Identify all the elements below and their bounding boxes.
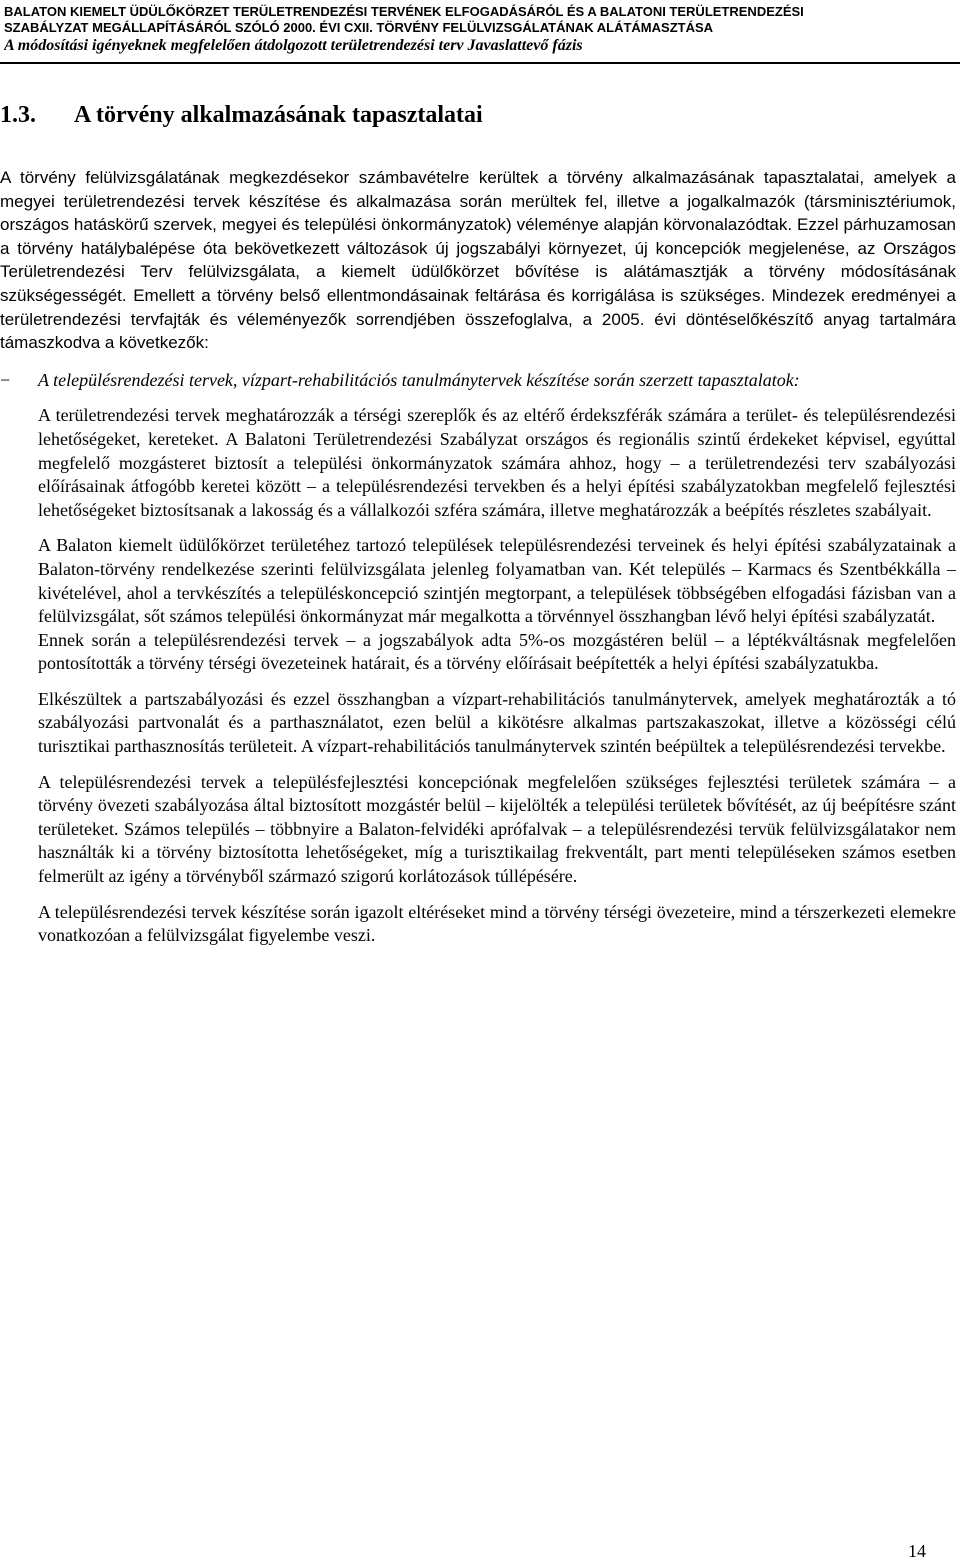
bullet-heading: A településrendezési tervek, vízpart-rehabilitációs tanulmánytervek készítése során szerzett tapasztalatok: [38,369,800,390]
header-title-line-1: BALATON KIEMELT ÜDÜLŐKÖRZET TERÜLETRENDEZÉSI TERVÉNEK ELFOGADÁSÁRÓL ÉS A BALATONI TERÜLETRENDEZÉSI [4,4,804,19]
section-heading [0,100,483,130]
section-title: A törvény alkalmazásának tapasztalatai [74,102,483,128]
header-subtitle: A módosítási igényeknek megfelelően átdolgozott területrendezési terv Javaslattevő fázis [4,37,583,54]
page-header [0,0,960,64]
page-number: 14 [908,1541,926,1561]
intro-paragraph: A törvény felülvizsgálatának megkezdésekor számbavételre kerültek a törvény alkalmazásának tapasztalatai, amelyek a megyei területrendezési tervek készítése és alkalmazása során merültek fel, illetve a jogalkalmazók (társminisztériumok, országos hatáskörű szervek, megyei és települési önkormányzatok) véleménye alapján körvonalazódtak. Ezzel párhuzamosan a törvény hatálybalépése óta bekövetkezett változások új jogszabályi környezet, új koncepciók megjelenése, az Országos Területrendezési Terv felülvizsgálata, a kiemelt üdülőkörzet bővítése is alátámasztják a törvény módosításának szükségességét. Emellett a törvény belső ellentmondásainak feltárása és korrigálása is szükséges. Mindezek eredményei a területrendezési tervfajták és véleményezők sorrendjében összefoglalva, a 2005. évi döntéselőkészítő anyag tartalmára támaszkodva a következők: [0,168,956,353]
bullet-item [0,369,956,393]
section-number: 1.3. [0,102,36,128]
header-title-line-2: SZABÁLYZAT MEGÁLLAPÍTÁSÁRÓL SZÓLÓ 2000. ÉVI CXII. TÖRVÉNY FELÜLVIZSGÁLATÁNAK ALÁTÁMASZTÁSA [4,20,714,35]
indented-paragraphs [0,404,956,947]
paragraph-3: Ennek során a településrendezési tervek – a jogszabályok adta 5%-os mozgástéren belül – a léptékváltásnak megfelelően pontosították a törvény térségi övezeteinek határait, és a törvény előírásait beépítették a helyi építési szabályzatukba. [38,629,956,674]
paragraph-1: A területrendezési tervek meghatározzák a térségi szereplők és az eltérő érdekszférák számára a terület- és településrendezési lehetőségeket, kereteket. A Balatoni Területrendezési Szabályzat országos és regionális szintű érdekeket képvisel, egyúttal megfelelő mozgásteret biztosít a települési önkormányzatok számára ahhoz, hogy – a területrendezési terv szabályozási előírásainak átfogóbb keretei között – a településrendezési tervekben és a helyi építési szabályzatokban megfelelő fejlesztési lehetőségeket biztosítsanak a lakosság és a vállalkozói szféra számára, illetve meghatározzák a beépítés részletes szabályait. [38,405,956,520]
paragraph-5: A településrendezési tervek a településfejlesztési koncepciónak megfelelően szükséges fejlesztési területek számára – a törvény övezeti szabályozása által biztosított mozgástér belül – kijelölték a települési területek bővítését, az új beépítésre szánt területeket. Számos település – többnyire a Balaton-felvidéki aprófalvak – a településrendezési tervük felülvizsgálatakor nem használták ki a törvény biztosította lehetőségeket, míg a turisztikailag frekventált, part menti településeken számos esetben felmerült az igény a törvényből származó szigorú korlátozások túllépésére. [38,771,956,887]
bullet-dash: − [0,369,11,390]
document-body [0,166,956,948]
paragraph-4: Elkészültek a partszabályozási és ezzel összhangban a vízpart-rehabilitációs tanulmánytervek, amelyek meghatározták a tó szabályozási partvonalát és a parthasználatot, ezen belül a kikötésre alkalmas partszakaszokat, illetve a közösségi célú turisztikai parthasznosítás területeit. A vízpart-rehabilitációs tanulmánytervek szintén beépültek a településrendezési tervekbe. [38,688,956,757]
paragraph-6: A településrendezési tervek készítése során igazolt eltéréseket mind a törvény térségi övezeteire, mind a térszerkezeti elemekre vonatkozóan a felülvizsgálat figyelembe veszi. [38,901,956,946]
intro-block [0,166,956,355]
header-divider [0,62,960,64]
paragraph-2: A Balaton kiemelt üdülőkörzet területéhez tartozó települések településrendezési terveinek és helyi építési szabályzatainak a Balaton-törvény rendelkezése szerinti felülvizsgálata jelenleg folyamatban van. Két település – Karmacs és Szentbékkálla – kivételével, ahol a tervkészítés a településkoncepció szintjén megtorpant, a települések többségében elfogadási fázisban van a felülvizsgálat, sőt számos települési önkormányzat már megalkotta a törvénnyel összhangban lévő helyi építési szabályzatát. [38,535,956,627]
